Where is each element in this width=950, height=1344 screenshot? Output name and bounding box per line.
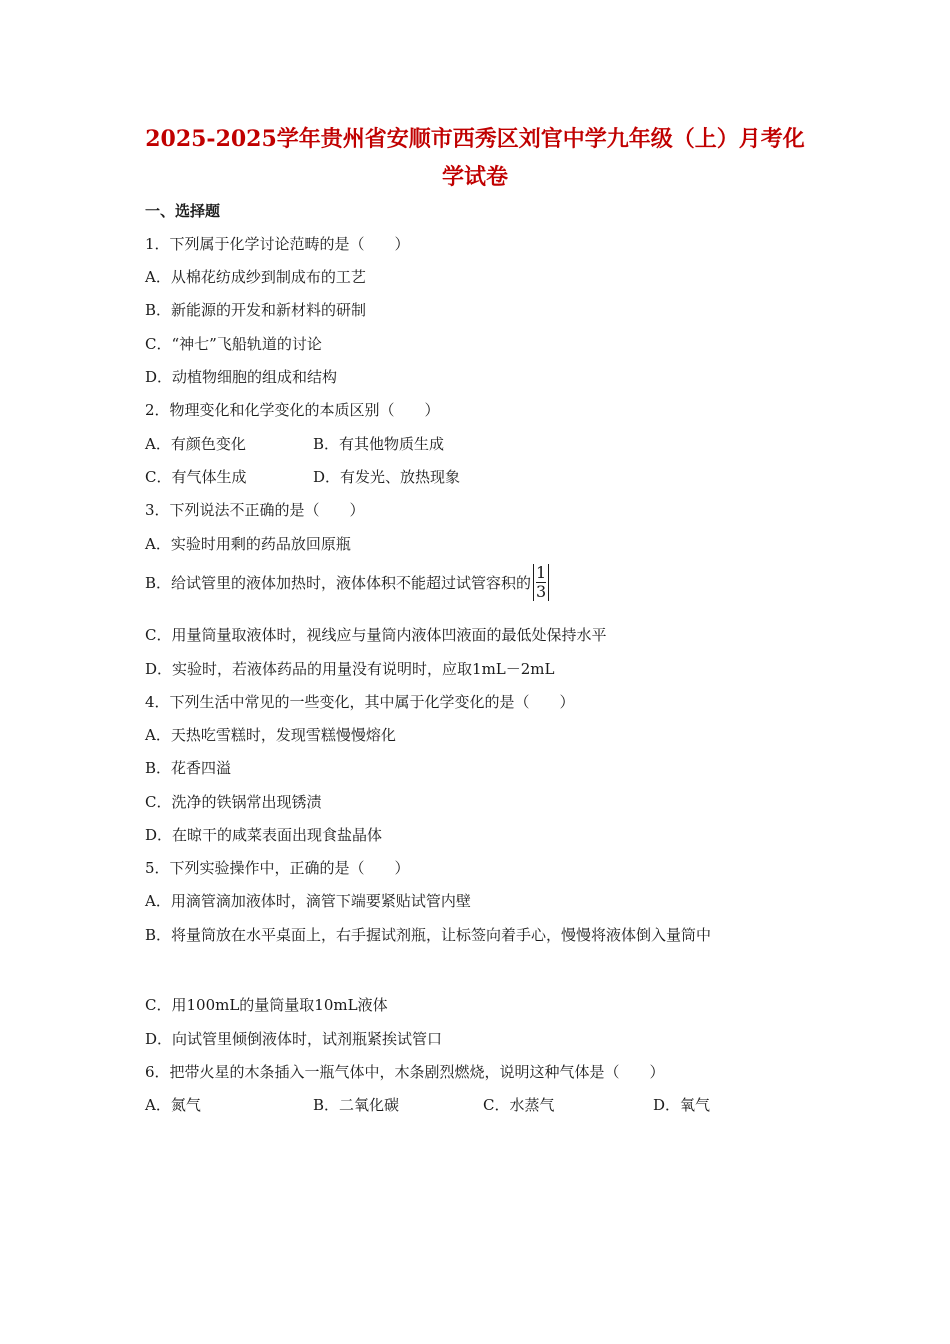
question-2-option-d: D．有发光、放热现象: [313, 468, 461, 486]
question-1-option-a: A．从棉花纺成纱到制成布的工艺: [145, 268, 366, 286]
exam-title-line1: 2025-2025学年贵州省安顺市西秀区刘官中学九年级（上）月考化: [145, 126, 805, 152]
question-3-option-b-text: B．给试管里的液体加热时，液体体积不能超过试管容积的: [145, 574, 532, 592]
question-1-stem: 1．下列属于化学讨论范畴的是（ ）: [145, 235, 410, 253]
fraction-one-third: [533, 564, 549, 601]
fraction-numerator: 1: [536, 563, 547, 582]
question-6-option-b: B．二氧化碳: [313, 1096, 400, 1114]
question-5-option-d: D．向试管里倾倒液体时，试剂瓶紧挨试管口: [145, 1030, 443, 1048]
question-6-option-d: D．氧气: [653, 1096, 711, 1114]
question-2-option-a: A．有颜色变化: [145, 435, 246, 453]
section-heading: 一、选择题: [145, 202, 221, 220]
question-1-option-b: B．新能源的开发和新材料的研制: [145, 301, 367, 319]
question-3-option-b: [145, 564, 549, 601]
question-3-option-c: C．用量筒量取液体时，视线应与量筒内液体凹液面的最低处保持水平: [145, 626, 607, 644]
question-3-option-d: D．实验时，若液体药品的用量没有说明时，应取1mL－2mL: [145, 660, 555, 678]
question-4-option-d: D．在晾干的咸菜表面出现食盐晶体: [145, 826, 383, 844]
question-5-option-a: A．用滴管滴加液体时，滴管下端要紧贴试管内壁: [145, 892, 471, 910]
question-2-stem: 2．物理变化和化学变化的本质区别（ ）: [145, 401, 440, 419]
question-5-stem: 5．下列实验操作中，正确的是（ ）: [145, 859, 410, 877]
question-3-stem: 3．下列说法不正确的是（ ）: [145, 501, 365, 519]
question-5-option-b: B．将量筒放在水平桌面上，右手握试剂瓶，让标签向着手心，慢慢将液体倒入量筒中: [145, 926, 712, 944]
question-3-option-a: A．实验时用剩的药品放回原瓶: [145, 535, 351, 553]
question-4-stem: 4．下列生活中常见的一些变化，其中属于化学变化的是（ ）: [145, 693, 575, 711]
fraction-denominator: 3: [536, 582, 547, 601]
question-4-option-a: A．天热吃雪糕时，发现雪糕慢慢熔化: [145, 726, 396, 744]
question-2-option-b: B．有其他物质生成: [313, 435, 445, 453]
question-1-option-c: C．“神七”飞船轨道的讨论: [145, 335, 322, 353]
question-5-option-c: C．用100mL的量筒量取10mL液体: [145, 996, 388, 1014]
exam-title-line2: 学试卷: [441, 164, 508, 190]
question-6-stem: 6．把带火星的木条插入一瓶气体中，木条剧烈燃烧，说明这种气体是（ ）: [145, 1063, 665, 1081]
question-6-option-a: A．氮气: [145, 1096, 201, 1114]
question-2-option-c: C．有气体生成: [145, 468, 247, 486]
question-4-option-c: C．洗净的铁锅常出现锈渍: [145, 793, 322, 811]
question-1-option-d: D．动植物细胞的组成和结构: [145, 368, 338, 386]
question-4-option-b: B．花香四溢: [145, 759, 232, 777]
question-6-option-c: C．水蒸气: [483, 1096, 555, 1114]
